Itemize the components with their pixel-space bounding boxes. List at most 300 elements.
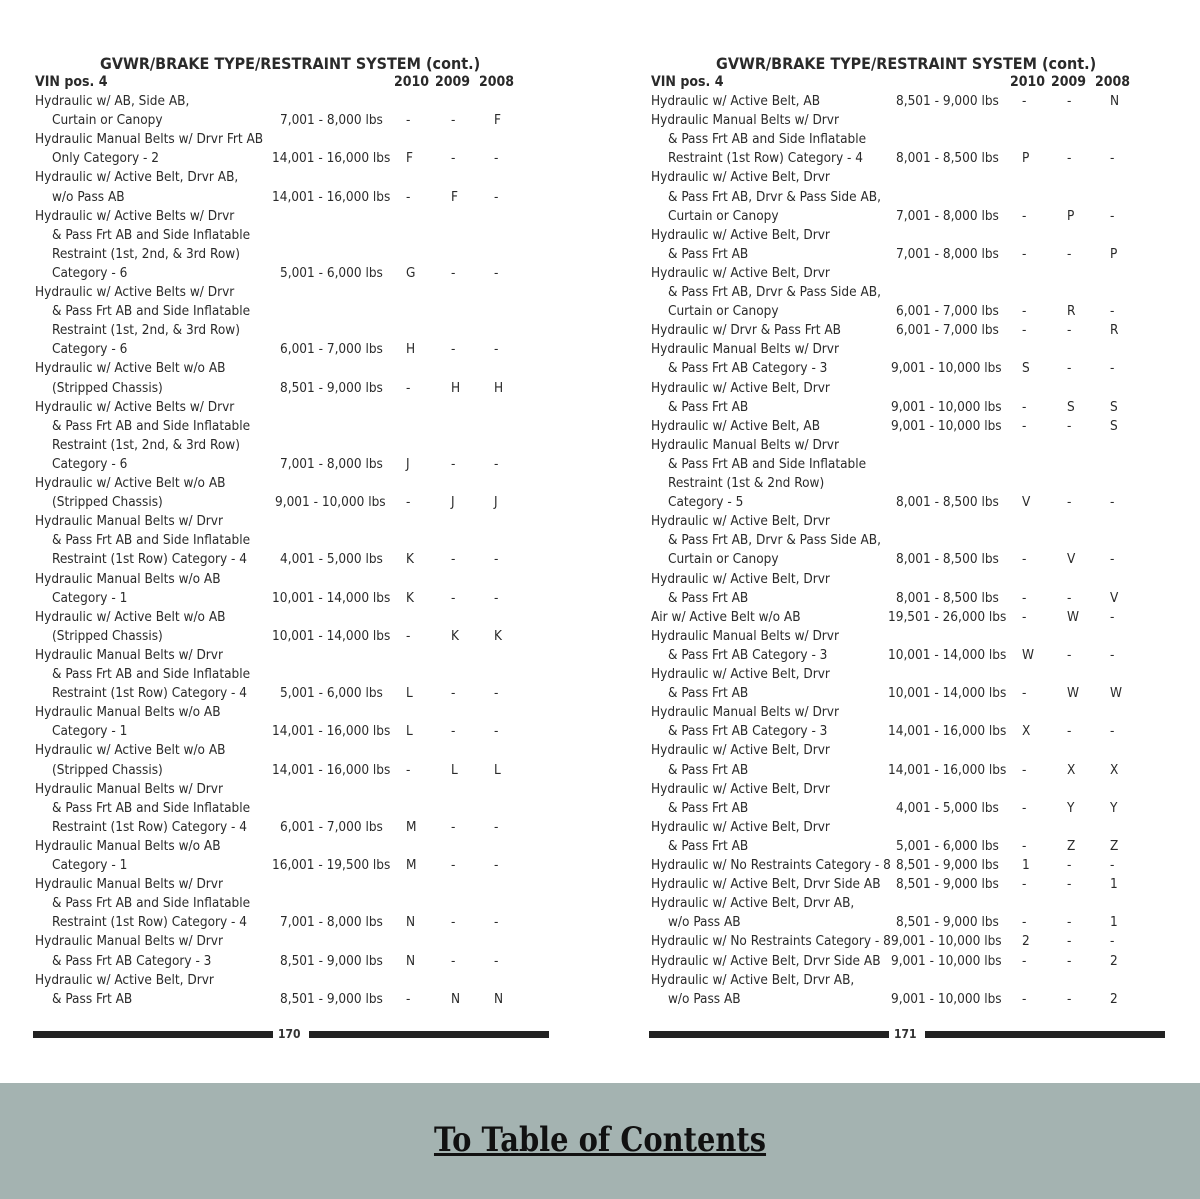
row-code: - xyxy=(1022,398,1027,415)
table-row xyxy=(30,436,550,455)
row-description: Hydraulic w/ Active Belt, Drvr xyxy=(651,513,830,530)
row-code: N xyxy=(451,990,461,1007)
table-row xyxy=(646,894,1166,913)
table-row xyxy=(30,379,550,398)
row-description: Curtain or Canopy xyxy=(668,303,779,320)
row-description: Air w/ Active Belt w/o AB xyxy=(651,608,801,625)
row-code: S xyxy=(1110,417,1118,434)
table-row xyxy=(30,92,550,111)
row-description: Hydraulic Manual Belts w/o AB xyxy=(35,704,221,721)
row-code: L xyxy=(406,685,413,702)
row-code: - xyxy=(1067,876,1072,893)
row-gvwr: 5,001 - 6,000 lbs xyxy=(280,685,383,702)
table-row xyxy=(646,627,1166,646)
row-description: & Pass Frt AB and Side Inflatable xyxy=(668,455,867,472)
table-row xyxy=(30,340,550,359)
row-code: S xyxy=(1022,360,1030,377)
row-code: F xyxy=(494,112,501,129)
row-description: & Pass Frt AB Category - 3 xyxy=(52,952,212,969)
row-gvwr: 14,001 - 16,000 lbs xyxy=(272,150,391,167)
row-code: - xyxy=(406,494,411,511)
row-description: & Pass Frt AB Category - 3 xyxy=(668,646,828,663)
table-row xyxy=(30,531,550,550)
row-code: - xyxy=(1110,608,1115,625)
table-row xyxy=(30,493,550,512)
row-code: - xyxy=(1110,646,1115,663)
footer-rule xyxy=(33,1031,273,1038)
row-description: & Pass Frt AB, Drvr & Pass Side AB, xyxy=(668,188,881,205)
row-gvwr: 8,001 - 8,500 lbs xyxy=(896,589,999,606)
table-row xyxy=(646,952,1166,971)
table-row xyxy=(30,646,550,665)
row-description: Category - 6 xyxy=(52,341,128,358)
row-gvwr: 14,001 - 16,000 lbs xyxy=(272,761,391,778)
table-row xyxy=(646,703,1166,722)
row-code: 1 xyxy=(1110,914,1118,931)
row-description: Hydraulic Manual Belts w/ Drvr xyxy=(651,627,839,644)
row-description: Category - 5 xyxy=(668,494,744,511)
year-header-2010: 2010 xyxy=(394,74,430,90)
row-description: Restraint (1st, 2nd, & 3rd Row) xyxy=(52,436,240,453)
table-row xyxy=(646,741,1166,760)
table-row xyxy=(646,111,1166,130)
row-code: - xyxy=(494,150,499,167)
table-row xyxy=(646,417,1166,436)
row-gvwr: 8,001 - 8,500 lbs xyxy=(896,150,999,167)
row-code: N xyxy=(406,914,416,931)
row-description: Hydraulic Manual Belts w/ Drvr xyxy=(651,704,839,721)
table-row xyxy=(646,512,1166,531)
row-gvwr: 7,001 - 8,000 lbs xyxy=(896,245,999,262)
row-code: 1 xyxy=(1110,876,1118,893)
table-row xyxy=(646,875,1166,894)
table-row xyxy=(30,971,550,990)
row-code: - xyxy=(1110,723,1115,740)
table-row xyxy=(30,302,550,321)
table-row xyxy=(646,340,1166,359)
row-code: X xyxy=(1022,723,1031,740)
table-row xyxy=(30,761,550,780)
page-number: 171 xyxy=(894,1027,917,1041)
row-code: - xyxy=(1067,245,1072,262)
row-gvwr: 8,501 - 9,000 lbs xyxy=(896,914,999,931)
row-code: G xyxy=(406,264,416,281)
row-code: 2 xyxy=(1110,990,1118,1007)
table-row xyxy=(646,455,1166,474)
table-row xyxy=(646,913,1166,932)
row-code: - xyxy=(494,551,499,568)
table-row xyxy=(30,474,550,493)
row-code: Y xyxy=(1110,799,1118,816)
row-code: Z xyxy=(1067,837,1076,854)
row-description: Hydraulic w/ Active Belt, Drvr AB, xyxy=(35,169,239,186)
row-description: Hydraulic w/ Active Belt, Drvr xyxy=(651,780,830,797)
table-row xyxy=(646,92,1166,111)
table-row xyxy=(646,436,1166,455)
year-header-2010: 2010 xyxy=(1010,74,1046,90)
row-description: Category - 6 xyxy=(52,264,128,281)
row-description: Hydraulic w/ Active Belt, Drvr xyxy=(651,742,830,759)
row-code: K xyxy=(406,589,414,606)
row-code: - xyxy=(1022,837,1027,854)
table-row xyxy=(30,780,550,799)
footer-rule xyxy=(649,1031,889,1038)
row-code: P xyxy=(1110,245,1118,262)
row-gvwr: 8,001 - 8,500 lbs xyxy=(896,551,999,568)
row-description: Hydraulic w/ Active Belt w/o AB xyxy=(35,360,226,377)
table-row xyxy=(646,780,1166,799)
row-description: & Pass Frt AB xyxy=(668,761,749,778)
page-title: GVWR/BRAKE TYPE/RESTRAINT SYSTEM (cont.) xyxy=(100,54,481,73)
row-code: - xyxy=(451,551,456,568)
row-description: & Pass Frt AB, Drvr & Pass Side AB, xyxy=(668,284,881,300)
row-code: - xyxy=(494,818,499,835)
row-description: Hydraulic w/ Active Belt, Drvr Side AB xyxy=(651,876,881,893)
row-description: Hydraulic w/ Active Belts w/ Drvr xyxy=(35,207,235,224)
table-row xyxy=(30,703,550,722)
row-gvwr: 8,501 - 9,000 lbs xyxy=(896,857,999,873)
row-code: V xyxy=(1067,551,1076,568)
table-row xyxy=(646,570,1166,589)
row-code: - xyxy=(494,341,499,358)
row-code: - xyxy=(1067,150,1072,167)
table-row xyxy=(646,971,1166,990)
row-code: - xyxy=(451,723,456,740)
row-code: - xyxy=(451,112,456,129)
table-row xyxy=(30,589,550,608)
row-code: - xyxy=(451,589,456,606)
row-description: Hydraulic Manual Belts w/ Drvr xyxy=(651,341,839,358)
row-gvwr: 8,501 - 9,000 lbs xyxy=(896,876,999,893)
row-description: & Pass Frt AB and Side Inflatable xyxy=(52,799,251,816)
row-description: & Pass Frt AB xyxy=(668,245,749,262)
row-code: - xyxy=(494,857,499,873)
row-description: Curtain or Canopy xyxy=(668,207,779,224)
table-row xyxy=(30,875,550,894)
row-description: Hydraulic w/ Active Belt, Drvr xyxy=(651,570,830,587)
row-code: - xyxy=(1067,933,1072,950)
row-code: F xyxy=(451,188,458,205)
row-gvwr: 14,001 - 16,000 lbs xyxy=(888,723,1007,740)
row-code: - xyxy=(406,761,411,778)
table-row xyxy=(646,245,1166,264)
row-gvwr: 8,501 - 9,000 lbs xyxy=(280,990,383,1007)
row-description: Hydraulic Manual Belts w/ Drvr xyxy=(35,933,223,950)
row-description: Hydraulic w/ Drvr & Pass Frt AB xyxy=(651,322,841,339)
row-code: - xyxy=(1110,303,1115,320)
table-row xyxy=(30,550,550,569)
row-code: 2 xyxy=(1022,933,1030,950)
row-code: - xyxy=(1022,589,1027,606)
row-code: - xyxy=(1022,952,1027,969)
row-description: Curtain or Canopy xyxy=(668,551,779,568)
row-code: W xyxy=(1022,646,1035,663)
row-code: Z xyxy=(1110,837,1119,854)
row-code: - xyxy=(451,818,456,835)
page-number: 170 xyxy=(278,1027,301,1041)
row-code: - xyxy=(451,150,456,167)
row-code: - xyxy=(1067,857,1072,873)
row-code: Y xyxy=(1067,799,1075,816)
row-description: Hydraulic w/ Active Belt, Drvr xyxy=(651,379,830,396)
row-description: Category - 6 xyxy=(52,455,128,472)
row-code: - xyxy=(494,685,499,702)
table-row xyxy=(646,856,1166,875)
row-description: Restraint (1st, 2nd, & 3rd Row) xyxy=(52,322,240,339)
table-row xyxy=(646,589,1166,608)
row-code: - xyxy=(494,455,499,472)
table-row xyxy=(30,130,550,149)
table-row xyxy=(30,417,550,436)
row-code: N xyxy=(494,990,504,1007)
table-row xyxy=(646,493,1166,512)
table-row xyxy=(30,818,550,837)
row-code: - xyxy=(451,857,456,873)
row-description: Curtain or Canopy xyxy=(52,112,163,129)
row-code: - xyxy=(1067,723,1072,740)
row-description: w/o Pass AB xyxy=(668,990,741,1007)
row-code: - xyxy=(1067,952,1072,969)
row-description: & Pass Frt AB xyxy=(52,990,133,1007)
footer-rule xyxy=(925,1031,1165,1038)
row-code: W xyxy=(1067,608,1080,625)
table-row xyxy=(646,932,1166,951)
row-description: Hydraulic w/ Active Belts w/ Drvr xyxy=(35,284,235,300)
table-row xyxy=(30,111,550,130)
row-code: X xyxy=(1067,761,1076,778)
row-code: - xyxy=(1110,150,1115,167)
row-description: Restraint (1st Row) Category - 4 xyxy=(52,551,248,568)
row-description: Hydraulic w/ Active Belt, AB xyxy=(651,93,821,109)
table-row xyxy=(646,684,1166,703)
row-description: (Stripped Chassis) xyxy=(52,379,163,396)
table-row xyxy=(30,932,550,951)
row-description: Restraint (1st Row) Category - 4 xyxy=(52,818,248,835)
row-gvwr: 7,001 - 8,000 lbs xyxy=(280,914,383,931)
row-code: N xyxy=(406,952,416,969)
row-description: Hydraulic w/ Active Belt w/o AB xyxy=(35,475,226,491)
row-description: Category - 1 xyxy=(52,723,128,740)
row-gvwr: 8,001 - 8,500 lbs xyxy=(896,494,999,511)
table-of-contents-link[interactable]: To Table of Contents xyxy=(433,1120,767,1160)
table-row xyxy=(30,741,550,760)
row-code: - xyxy=(1022,93,1027,109)
row-description: Hydraulic w/ Active Belt, Drvr xyxy=(35,971,214,988)
row-code: - xyxy=(1022,799,1027,816)
row-description: Hydraulic w/ Active Belt, Drvr xyxy=(651,666,830,682)
row-code: L xyxy=(406,723,413,740)
row-code: - xyxy=(1067,990,1072,1007)
table-row xyxy=(30,837,550,856)
table-row xyxy=(646,130,1166,149)
table-row xyxy=(646,799,1166,818)
row-code: - xyxy=(451,455,456,472)
table-row xyxy=(30,799,550,818)
row-code: - xyxy=(451,341,456,358)
row-code: - xyxy=(1022,990,1027,1007)
row-description: Category - 1 xyxy=(52,589,128,606)
table-row xyxy=(646,379,1166,398)
row-code: - xyxy=(1067,417,1072,434)
row-description: Hydraulic w/ Active Belt w/o AB xyxy=(35,742,226,759)
row-description: Hydraulic Manual Belts w/ Drvr Frt AB xyxy=(35,131,264,148)
table-row xyxy=(646,321,1166,340)
row-description: Hydraulic w/ Active Belt, Drvr AB, xyxy=(651,895,855,912)
row-gvwr: 9,001 - 10,000 lbs xyxy=(891,398,1002,415)
row-code: - xyxy=(1110,207,1115,224)
table-row xyxy=(30,894,550,913)
row-code: P xyxy=(1022,150,1030,167)
row-code: - xyxy=(494,589,499,606)
row-code: H xyxy=(451,379,461,396)
row-code: - xyxy=(1110,494,1115,511)
row-code: J xyxy=(406,455,410,472)
row-code: 2 xyxy=(1110,952,1118,969)
row-description: Only Category - 2 xyxy=(52,150,159,167)
left-page xyxy=(30,50,550,1050)
row-description: Hydraulic w/ No Restraints Category - 8 xyxy=(651,933,891,950)
table-row xyxy=(30,264,550,283)
row-description: Hydraulic w/ Active Belt w/o AB xyxy=(35,608,226,625)
row-gvwr: 9,001 - 10,000 lbs xyxy=(891,952,1002,969)
table-row xyxy=(646,665,1166,684)
table-row xyxy=(646,474,1166,493)
table-row xyxy=(646,264,1166,283)
page-title: GVWR/BRAKE TYPE/RESTRAINT SYSTEM (cont.) xyxy=(716,54,1097,73)
row-code: - xyxy=(1067,914,1072,931)
table-row xyxy=(646,837,1166,856)
row-description: Hydraulic Manual Belts w/o AB xyxy=(35,570,221,587)
table-row xyxy=(646,646,1166,665)
row-code: W xyxy=(1110,685,1123,702)
row-code: S xyxy=(1067,398,1075,415)
row-code: - xyxy=(1022,551,1027,568)
row-description: & Pass Frt AB xyxy=(668,685,749,702)
row-code: - xyxy=(1110,551,1115,568)
table-row xyxy=(646,283,1166,302)
row-description: Restraint (1st Row) Category - 4 xyxy=(52,914,248,931)
row-gvwr: 8,501 - 9,000 lbs xyxy=(280,952,383,969)
table-row xyxy=(30,990,550,1009)
year-header-2009: 2009 xyxy=(435,74,471,90)
row-gvwr: 6,001 - 7,000 lbs xyxy=(280,818,383,835)
row-code: - xyxy=(494,914,499,931)
row-description: Hydraulic w/ Active Belt, Drvr xyxy=(651,264,830,281)
row-gvwr: 6,001 - 7,000 lbs xyxy=(896,322,999,339)
row-code: N xyxy=(1110,93,1120,109)
table-row xyxy=(30,188,550,207)
row-description: & Pass Frt AB and Side Inflatable xyxy=(52,532,251,549)
row-description: Hydraulic Manual Belts w/ Drvr xyxy=(35,646,223,663)
row-gvwr: 10,001 - 14,000 lbs xyxy=(272,589,391,606)
table-row xyxy=(30,283,550,302)
row-code: - xyxy=(1067,589,1072,606)
row-code: - xyxy=(1022,417,1027,434)
year-header-2008: 2008 xyxy=(1095,74,1131,90)
row-gvwr: 9,001 - 10,000 lbs xyxy=(891,417,1002,434)
row-gvwr: 7,001 - 8,000 lbs xyxy=(280,455,383,472)
row-description: Restraint (1st Row) Category - 4 xyxy=(52,685,248,702)
row-gvwr: 4,001 - 5,000 lbs xyxy=(896,799,999,816)
row-description: Hydraulic w/ Active Belt, Drvr Side AB xyxy=(651,952,881,969)
row-code: J xyxy=(494,494,498,511)
table-row xyxy=(646,226,1166,245)
row-gvwr: 8,501 - 9,000 lbs xyxy=(896,93,999,109)
table-row xyxy=(646,990,1166,1009)
table-row xyxy=(30,608,550,627)
row-code: J xyxy=(451,494,455,511)
row-description: & Pass Frt AB and Side Inflatable xyxy=(668,131,867,148)
row-description: w/o Pass AB xyxy=(52,188,125,205)
table-row xyxy=(30,856,550,875)
row-code: - xyxy=(406,188,411,205)
row-gvwr: 10,001 - 14,000 lbs xyxy=(272,627,391,644)
table-row xyxy=(646,302,1166,321)
table-row xyxy=(646,149,1166,168)
table-row xyxy=(646,188,1166,207)
table-row xyxy=(30,913,550,932)
row-code: W xyxy=(1067,685,1080,702)
row-description: & Pass Frt AB xyxy=(668,398,749,415)
row-gvwr: 9,001 - 10,000 lbs xyxy=(891,933,1002,950)
row-description: & Pass Frt AB xyxy=(668,837,749,854)
row-description: Hydraulic w/ Active Belts w/ Drvr xyxy=(35,398,235,415)
row-code: - xyxy=(1022,207,1027,224)
row-code: - xyxy=(1022,685,1027,702)
row-code: - xyxy=(1022,608,1027,625)
row-gvwr: 4,001 - 5,000 lbs xyxy=(280,551,383,568)
row-description: & Pass Frt AB and Side Inflatable xyxy=(52,895,251,912)
table-row xyxy=(30,512,550,531)
row-description: Hydraulic Manual Belts w/ Drvr xyxy=(651,112,839,129)
row-description: Hydraulic w/ Active Belt, Drvr AB, xyxy=(651,971,855,988)
row-code: K xyxy=(406,551,414,568)
row-code: - xyxy=(1110,857,1115,873)
footer-rule xyxy=(309,1031,549,1038)
row-description: & Pass Frt AB xyxy=(668,589,749,606)
row-description: Hydraulic Manual Belts w/ Drvr xyxy=(35,780,223,797)
row-description: (Stripped Chassis) xyxy=(52,494,163,511)
row-code: - xyxy=(451,685,456,702)
row-code: - xyxy=(406,990,411,1007)
table-row xyxy=(30,149,550,168)
table-row xyxy=(30,627,550,646)
row-gvwr: 9,001 - 10,000 lbs xyxy=(891,990,1002,1007)
table-row xyxy=(646,168,1166,187)
row-description: Restraint (1st, 2nd, & 3rd Row) xyxy=(52,245,240,262)
row-code: - xyxy=(494,723,499,740)
row-code: - xyxy=(1022,322,1027,339)
row-code: H xyxy=(494,379,504,396)
row-code: R xyxy=(1110,322,1119,339)
row-gvwr: 7,001 - 8,000 lbs xyxy=(280,112,383,129)
row-description: w/o Pass AB xyxy=(668,914,741,931)
row-description: Hydraulic Manual Belts w/ Drvr xyxy=(35,513,223,530)
row-description: Hydraulic w/ Active Belt, AB xyxy=(651,417,821,434)
vin-position-label: VIN pos. 4 xyxy=(651,74,724,90)
table-row xyxy=(646,608,1166,627)
table-row xyxy=(646,359,1166,378)
row-gvwr: 14,001 - 16,000 lbs xyxy=(272,188,391,205)
row-description: Hydraulic Manual Belts w/ Drvr xyxy=(651,436,839,453)
row-code: - xyxy=(1110,933,1115,950)
table-row xyxy=(646,761,1166,780)
vin-position-label: VIN pos. 4 xyxy=(35,74,108,90)
row-code: K xyxy=(451,627,459,644)
table-row xyxy=(646,531,1166,550)
row-description: & Pass Frt AB and Side Inflatable xyxy=(52,303,251,320)
year-header-2009: 2009 xyxy=(1051,74,1087,90)
